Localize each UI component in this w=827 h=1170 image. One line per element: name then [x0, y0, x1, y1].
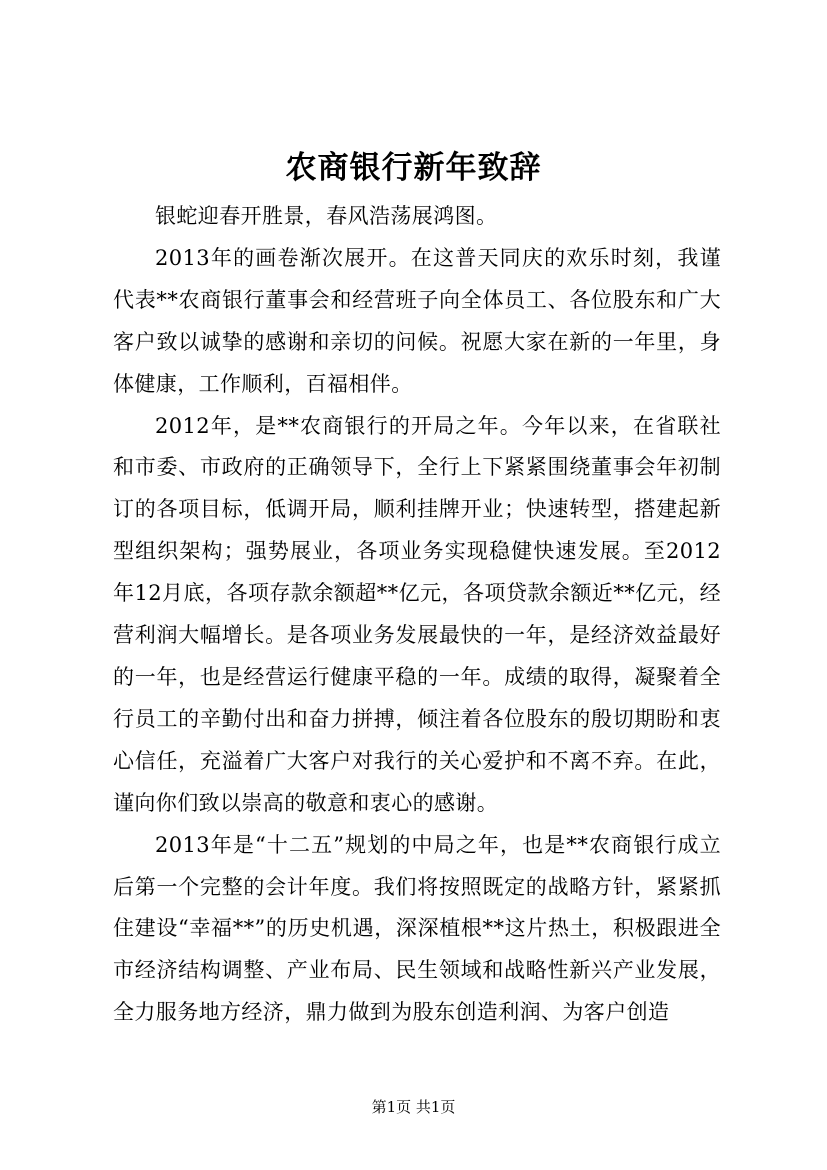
- paragraph-greeting: 2013年的画卷渐次展开。在这普天同庆的欢乐时刻，我谨代表**农商银行董事会和经营班子向全体员工、各位股东和广大客户致以诚挚的感谢和亲切的问候。祝愿大家在新的一年里，身体健康，工作顺利，百福相伴。: [113, 245, 721, 396]
- document-title: 农商银行新年致辞: [285, 150, 542, 186]
- paragraph-opening: 银蛇迎春开胜景，春风浩荡展鸿图。: [155, 204, 498, 228]
- paragraph-plan-2013: 2013年是“十二五”规划的中局之年，也是**农商银行成立后第一个完整的会计年度。我们将按照既定的战略方针，紧紧抓住建设“幸福**”的历史机遇，深深植根**这片热土，积极跟进全市经济结构调整、产业布局、民生领域和战略性新兴产业发展，全力服务地方经济，鼎力做到为股东创造利润、为客户创造: [113, 832, 721, 1025]
- page-number-footer: 第1页 共1页: [371, 1098, 456, 1116]
- paragraph-review-2012: 2012年，是**农商银行的开局之年。今年以来，在省联社和市委、市政府的正确领导下，全行上下紧紧围绕董事会年初制订的各项目标，低调开局，顺利挂牌开业；快速转型，搭建起新型组织架构；强势展业，各项业务实现稳健快速发展。至2012年12月底，各项存款余额超**亿元，各项贷款余额近**亿元，经营利润大幅增长。是各项业务发展最快的一年，是经济效益最好的一年，也是经营运行健康平稳的一年。成绩的取得，凝聚着全行员工的辛勤付出和奋力拼搏，倾注着各位股东的殷切期盼和衷心信任，充溢着广大客户对我行的关心爱护和不离不弃。在此，谨向你们致以崇高的敬意和衷心的感谢。: [113, 413, 721, 815]
- document-body: [113, 196, 721, 1034]
